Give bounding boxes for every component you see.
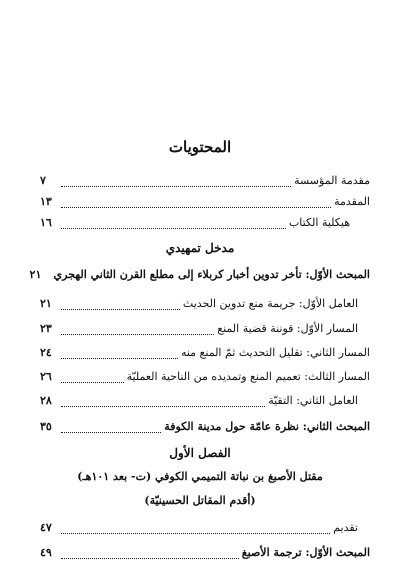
toc-page-number: ٤٧ (40, 521, 52, 534)
chapter-subtitle: مقتل الأصبغ بن نباتة التميمي الكوفي (ت- بعد ١٠١هـ) (77, 470, 323, 483)
dot-leader (61, 176, 291, 187)
chapter-subtitle-secondary: (أقدم المقاتل الحسينيّة) (144, 494, 256, 507)
toc-entry (40, 195, 370, 210)
toc-entry (40, 322, 358, 337)
toc-page-number: ٤٩ (40, 546, 52, 559)
page-title: المحتويات (168, 138, 232, 156)
toc-page-number: ٢٤ (40, 346, 52, 359)
dot-leader (61, 422, 161, 433)
toc-entry-label: المبحث الأوّل: تأخر تدوين أخبار كربلاء إلى مطلع القرن الثاني الهجري (53, 268, 370, 281)
toc-page-number: ٧ (40, 174, 46, 187)
toc-page-number: ٢٦ (40, 370, 52, 383)
toc-entry-label: المسار الثاني: تقليل التحديث ثمّ المنع منه (180, 346, 370, 359)
toc-entry-label: هيكلية الكتاب (288, 216, 350, 229)
toc-entry (40, 346, 370, 361)
toc-page-number: ٢١ (40, 297, 52, 310)
dot-leader (61, 548, 239, 559)
toc-page-number: ٣٥ (40, 420, 52, 433)
dot-leader (61, 523, 330, 534)
toc-page-number: ١٣ (40, 195, 52, 208)
toc-entry (40, 297, 358, 312)
toc-entry-label: المسار الأوّل: قوننة قضية المنع (217, 322, 358, 335)
toc-entry (40, 420, 370, 435)
toc-page-number: ٢١ (29, 268, 42, 281)
section-heading: مدخل تمهيدي (165, 241, 235, 255)
dot-leader (61, 372, 124, 383)
dot-leader (61, 197, 331, 208)
toc-entry (40, 174, 370, 189)
toc-page-number: ١٦ (40, 216, 52, 229)
toc-entry-label: المبحث الثاني: نظرة عامّة حول مدينة الكوفة (164, 420, 370, 433)
toc-entry-label: مقدمة المؤسسة (294, 174, 370, 187)
dot-leader (61, 396, 265, 407)
toc-entry-label: المقدمة (334, 195, 370, 208)
dot-leader (61, 348, 178, 359)
toc-entry-label: المسار الثالث: تعميم المنع وتمديده من الناحية العمليّة (126, 370, 370, 383)
toc-entry (40, 216, 350, 231)
toc-entry (40, 394, 358, 409)
dot-leader (61, 299, 180, 310)
toc-entry-label: العامل الثاني: التقيّة (268, 394, 358, 407)
toc-page-number: ٢٨ (40, 394, 52, 407)
toc-entry-label: المبحث الأوّل: ترجمة الأصبغ (241, 546, 370, 559)
dot-leader (61, 324, 214, 335)
toc-entry-label: العامل الأوّل: جريمة منع تدوين الحديث (182, 297, 358, 310)
toc-entry (29, 268, 370, 283)
toc-entry (40, 370, 370, 385)
toc-entry-label: تقديم (333, 521, 358, 534)
toc-page-number: ٢٣ (40, 322, 52, 335)
chapter-heading: الفصل الأول (169, 446, 231, 460)
dot-leader (61, 218, 286, 229)
toc-entry (40, 546, 370, 561)
toc-entry (40, 521, 358, 536)
